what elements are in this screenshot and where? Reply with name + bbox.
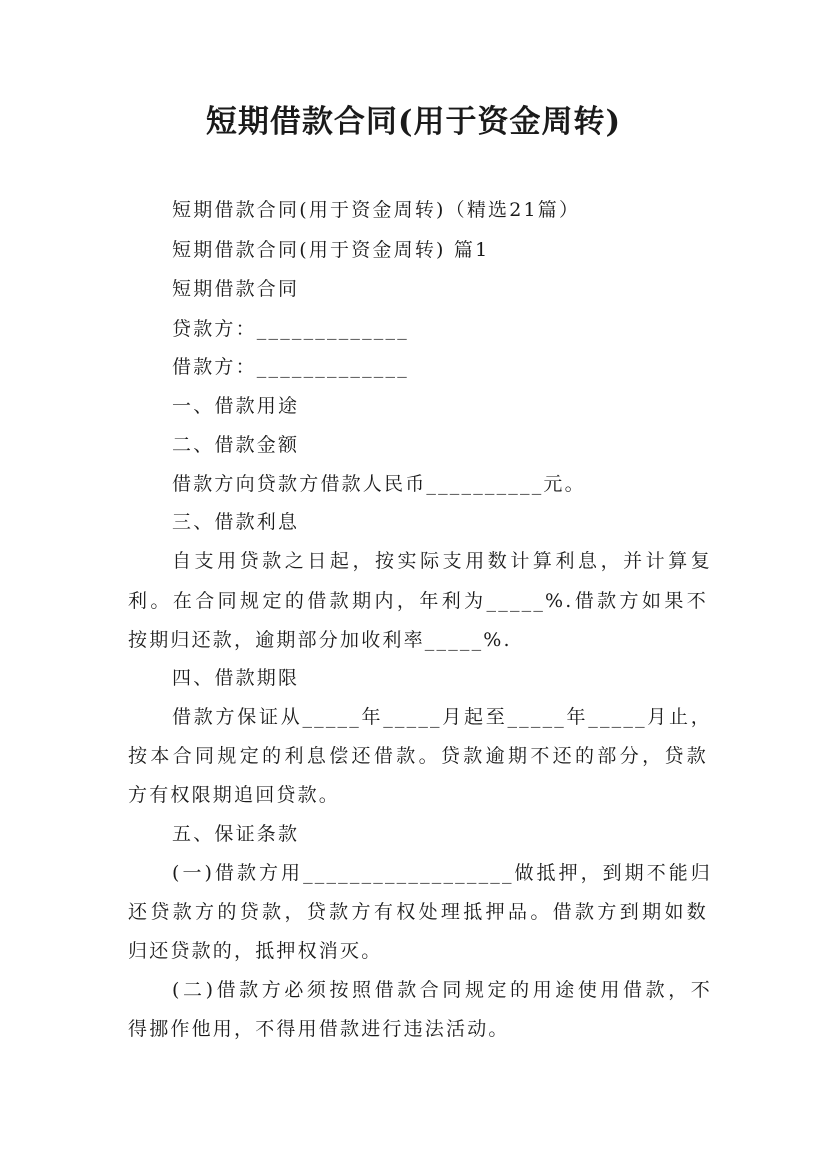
lender-line: 贷款方：_____________: [172, 318, 409, 340]
term-paragraph-line-2: 按本合同规定的利息偿还借款。贷款逾期不还的部分，贷款: [128, 745, 708, 767]
clause-heading-amount: 二、借款金额: [172, 434, 300, 456]
guarantee-item-2-line-2: 得挪作他用，不得用借款进行违法活动。: [128, 1018, 510, 1040]
guarantee-item-2-line-1: (二)借款方必须按照借款合同规定的用途使用借款，不: [172, 979, 712, 1001]
amount-line: 借款方向贷款方借款人民币__________元。: [172, 473, 586, 495]
interest-paragraph-line-1: 自支用贷款之日起，按实际支用数计算利息，并计算复: [172, 550, 712, 572]
borrower-line: 借款方：_____________: [172, 356, 409, 378]
interest-paragraph-line-2: 利。在合同规定的借款期内，年利为_____%.借款方如果不: [128, 590, 708, 612]
interest-paragraph-line-3: 按期归还款，逾期部分加收利率_____%.: [128, 629, 512, 651]
guarantee-item-1-line-3: 归还贷款的，抵押权消灭。: [128, 940, 383, 962]
clause-heading-purpose: 一、借款用途: [172, 395, 300, 417]
clause-heading-guarantee: 五、保证条款: [172, 823, 300, 845]
term-paragraph-line-3: 方有权限期追回贷款。: [128, 784, 341, 806]
guarantee-item-1-line-1: (一)借款方用__________________做抵押，到期不能归: [172, 862, 712, 884]
contract-heading: 短期借款合同: [172, 278, 300, 300]
document-title: 短期借款合同(用于资金周转): [205, 104, 622, 140]
subtitle-line: 短期借款合同(用于资金周转)（精选21篇）: [172, 199, 581, 221]
section-heading-part1: 短期借款合同(用于资金周转) 篇1: [172, 239, 490, 261]
clause-heading-interest: 三、借款利息: [172, 511, 300, 533]
term-paragraph-line-1: 借款方保证从_____年_____月起至_____年_____月止，: [172, 706, 712, 728]
clause-heading-term: 四、借款期限: [172, 667, 300, 689]
guarantee-item-1-line-2: 还贷款方的贷款，贷款方有权处理抵押品。借款方到期如数: [128, 901, 708, 923]
